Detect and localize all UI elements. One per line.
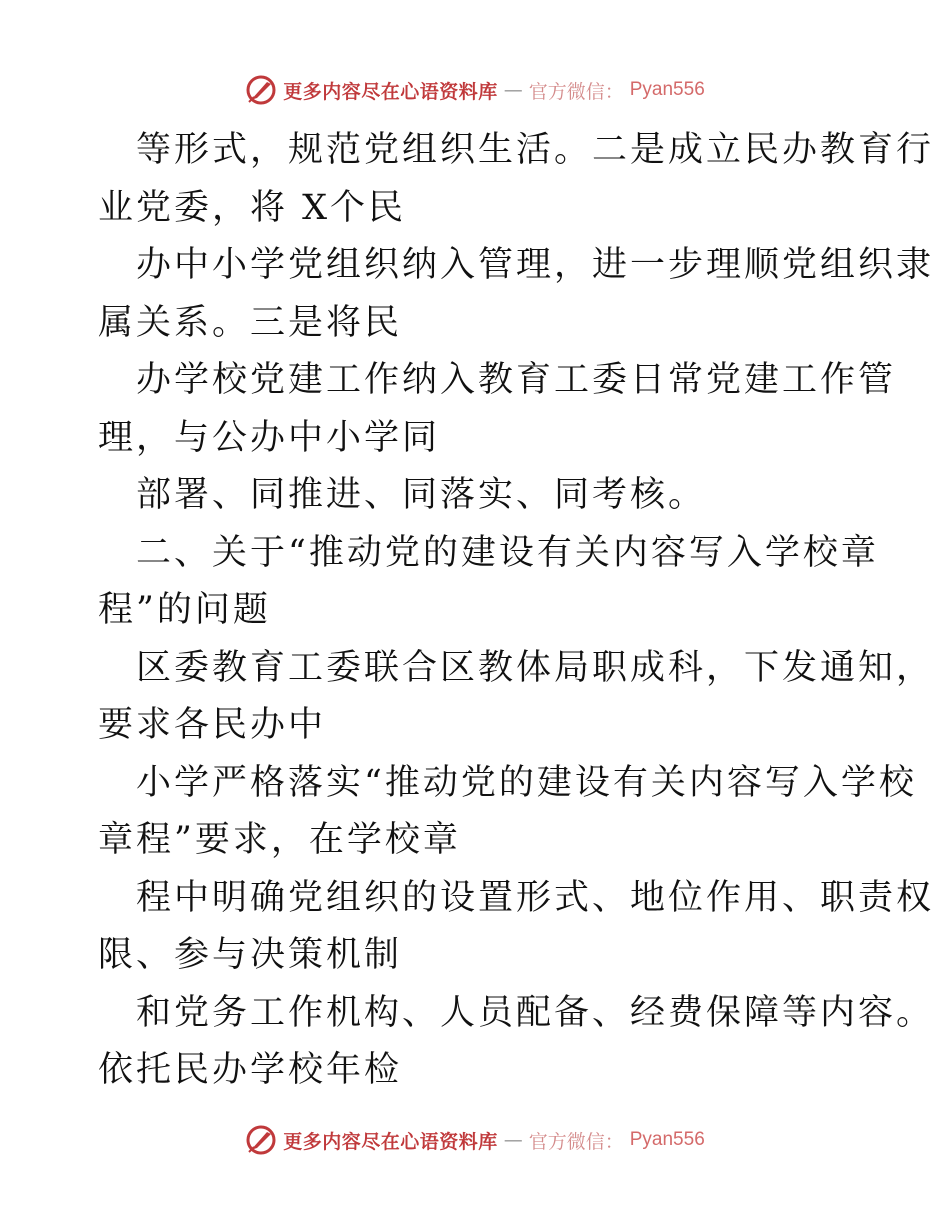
body-line: 和党务工作机构、人员配备、经费保障等内容。 [136, 992, 935, 1033]
body-line: 办中小学党组织纳入管理，进一步理顺党组织隶 [136, 245, 935, 285]
banner-wechat-id: Pyan556 [629, 1129, 705, 1150]
banner-wechat-label: 官方微信： [528, 80, 624, 103]
body-line: 章程”要求，在学校章 [98, 820, 461, 860]
body-line: 办学校党建工作纳入教育工委日常党建工作管 [136, 360, 897, 400]
document-body [98, 122, 935, 1100]
body-line: 小学严格落实“推动党的建设有关内容写入学校 [136, 762, 917, 803]
body-line: 依托民办学校年检 [98, 1050, 403, 1090]
banner-wechat-id: Pyan556 [629, 79, 705, 100]
section-heading-continuation: 程”的问题 [98, 590, 271, 630]
body-line: 程中明确党组织的设置形式、地位作用、职责权 [136, 877, 935, 918]
banner-separator: — [503, 1129, 523, 1151]
body-line: 等形式，规范党组织生活。二是成立民办教育行 [136, 130, 935, 170]
body-line: 属关系。三是将民 [98, 302, 403, 343]
feather-quill-icon [245, 74, 277, 106]
feather-quill-icon [245, 1124, 277, 1156]
header-banner [0, 70, 950, 110]
body-line: 部署、同推进、同落实、同考核。 [136, 475, 707, 515]
body-line: 限、参与决策机制 [98, 935, 403, 975]
section-heading: 二、关于“推动党的建设有关内容写入学校章 [136, 532, 879, 573]
body-line: 业党委，将 X个民 [98, 187, 407, 228]
banner-title: 更多内容尽在心语资料库 [283, 80, 498, 103]
footer-banner [0, 1120, 950, 1160]
banner-title: 更多内容尽在心语资料库 [283, 1130, 498, 1153]
banner-wechat-label: 官方微信： [528, 1130, 624, 1153]
body-line: 区委教育工委联合区教体局职成科，下发通知， [136, 647, 935, 688]
banner-separator: — [503, 79, 523, 101]
body-line: 要求各民办中 [98, 705, 327, 745]
body-line: 理，与公办中小学同 [98, 417, 441, 458]
